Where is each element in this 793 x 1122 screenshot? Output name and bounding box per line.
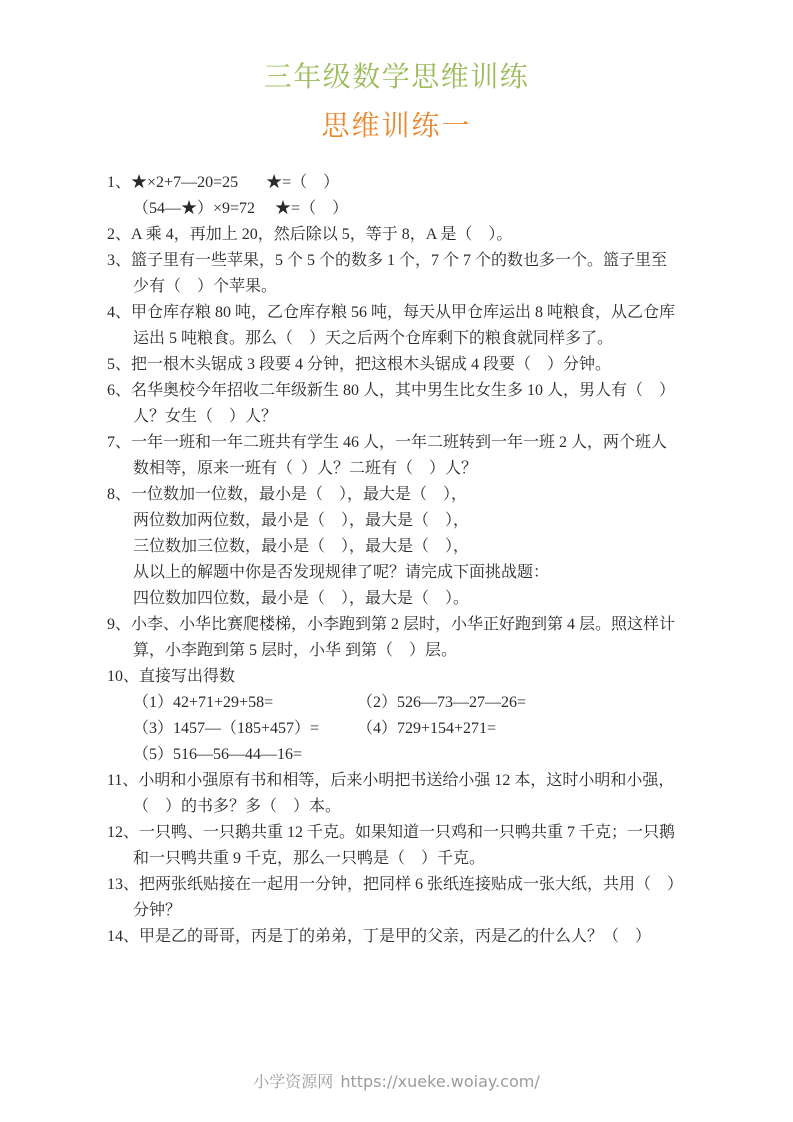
question-text: A 乘 4，再加上 20，然后除以 5，等于 8，A 是（ ）。 — [131, 226, 513, 243]
page-subtitle: 思维训练一 — [321, 109, 472, 142]
question-number: 6、 — [107, 382, 132, 399]
calc-item: （3）1457—（185+457）= — [133, 720, 320, 737]
question-text: 篮子里有一些苹果，5 个 5 个的数多 1 个，7 个 7 个的数也多一个。篮子里至 — [131, 252, 668, 269]
question-14 — [107, 924, 703, 950]
question-6 — [107, 378, 703, 430]
question-text: 甲仓库存粮 80 吨，乙仓库存粮 56 吨，每天从甲仓库运出 8 吨粮食，从乙仓库 — [131, 304, 676, 321]
question-text: 算，小李跑到第 5 层时，小华 到第（ ）层。 — [133, 642, 458, 659]
question-text: 两位数加两位数，最小是（ ），最大是（ ）， — [133, 512, 470, 529]
question-text: 甲是乙的哥哥，丙是丁的弟弟，丁是甲的父亲，丙是乙的什么人？（ ） — [139, 928, 652, 945]
calc-row — [133, 690, 703, 716]
question-text: 三位数加三位数，最小是（ ），最大是（ ）， — [133, 538, 470, 555]
question-number: 12、 — [107, 824, 140, 841]
calc-item: （4）729+154+271= — [357, 720, 497, 737]
calc-row — [133, 742, 703, 768]
question-4 — [107, 300, 703, 352]
question-text: 和一只鸭共重 9 千克，那么一只鸭是（ ）千克。 — [133, 850, 486, 867]
question-text: 四位数加四位数，最小是（ ），最大是（ ）。 — [133, 590, 470, 607]
calc-item: （2）526—73—27—26= — [357, 694, 527, 711]
calc-item: （5）516—56—44—16= — [133, 746, 303, 763]
question-number: 7、 — [107, 434, 132, 451]
question-8 — [107, 482, 703, 612]
calc-item: （1）42+71+29+58= — [133, 694, 274, 711]
question-text: （54—★）×9=72 ★=（ ） — [133, 200, 349, 217]
question-text: 数相等，原来一班有（ ）人？二班有（ ）人？ — [133, 460, 478, 477]
question-text: 把一根木头锯成 3 段要 4 分钟，把这根木头锯成 4 段要（ ）分钟。 — [131, 356, 612, 373]
question-text: 从以上的解题中你是否发现规律了呢？请完成下面挑战题： — [133, 564, 550, 581]
footer-url: https://xueke.woiay.com/ — [340, 1072, 540, 1091]
question-12 — [107, 820, 703, 872]
calc-row — [133, 716, 703, 742]
question-text: 小李、小华比赛爬楼梯，小李跑到第 2 层时，小华正好跑到第 4 层。照这样计 — [131, 616, 676, 633]
question-11 — [107, 768, 703, 820]
question-number: 11、 — [107, 772, 139, 789]
question-number: 13、 — [107, 876, 140, 893]
question-text: 直接写出得数 — [139, 668, 236, 685]
question-text: 人？女生（ ）人？ — [133, 408, 278, 425]
footer-site-name: 小学资源网 — [253, 1072, 334, 1091]
question-number: 8、 — [107, 486, 132, 503]
questions-list — [107, 170, 703, 950]
question-text: ★×2+7—20=25 ★=（ ） — [131, 174, 340, 191]
question-number: 10、 — [107, 668, 140, 685]
question-text: 把两张纸贴接在一起用一分钟，把同样 6 张纸连接贴成一张大纸，共用（ ） — [139, 876, 684, 893]
question-2 — [107, 222, 703, 248]
question-text: 一年一班和一年二班共有学生 46 人，一年二班转到一年一班 2 人，两个班人 — [131, 434, 668, 451]
question-text: 一位数加一位数，最小是（ ），最大是（ ）， — [131, 486, 468, 503]
question-3 — [107, 248, 703, 300]
question-number: 5、 — [107, 356, 132, 373]
question-number: 3、 — [107, 252, 132, 269]
question-text: 小明和小强原有书和相等，后来小明把书送给小强 12 本，这时小明和小强， — [138, 772, 675, 789]
question-number: 1、 — [107, 174, 132, 191]
page-title: 三年级数学思维训练 — [263, 60, 530, 93]
question-9 — [107, 612, 703, 664]
question-number: 4、 — [107, 304, 132, 321]
question-7 — [107, 430, 703, 482]
question-number: 14、 — [107, 928, 140, 945]
question-text: 分钟？ — [133, 902, 182, 919]
question-text: 少有（ ）个苹果。 — [133, 278, 278, 295]
question-number: 2、 — [107, 226, 132, 243]
question-text: 一只鸭、一只鹅共重 12 千克。如果知道一只鸡和一只鸭共重 7 千克；一只鹅 — [139, 824, 676, 841]
question-text: 运出 5 吨粮食。那么（ ）天之后两个仓库剩下的粮食就同样多了。 — [133, 330, 614, 347]
question-text: 名华奥校今年招收二年级新生 80 人，其中男生比女生多 10 人，男人有（ ） — [131, 382, 676, 399]
question-1 — [107, 170, 703, 222]
footer — [0, 1069, 793, 1092]
question-5 — [107, 352, 703, 378]
question-10 — [107, 664, 703, 768]
question-text: （ ）的书多？多（ ）本。 — [133, 798, 342, 815]
question-number: 9、 — [107, 616, 132, 633]
question-13 — [107, 872, 703, 924]
